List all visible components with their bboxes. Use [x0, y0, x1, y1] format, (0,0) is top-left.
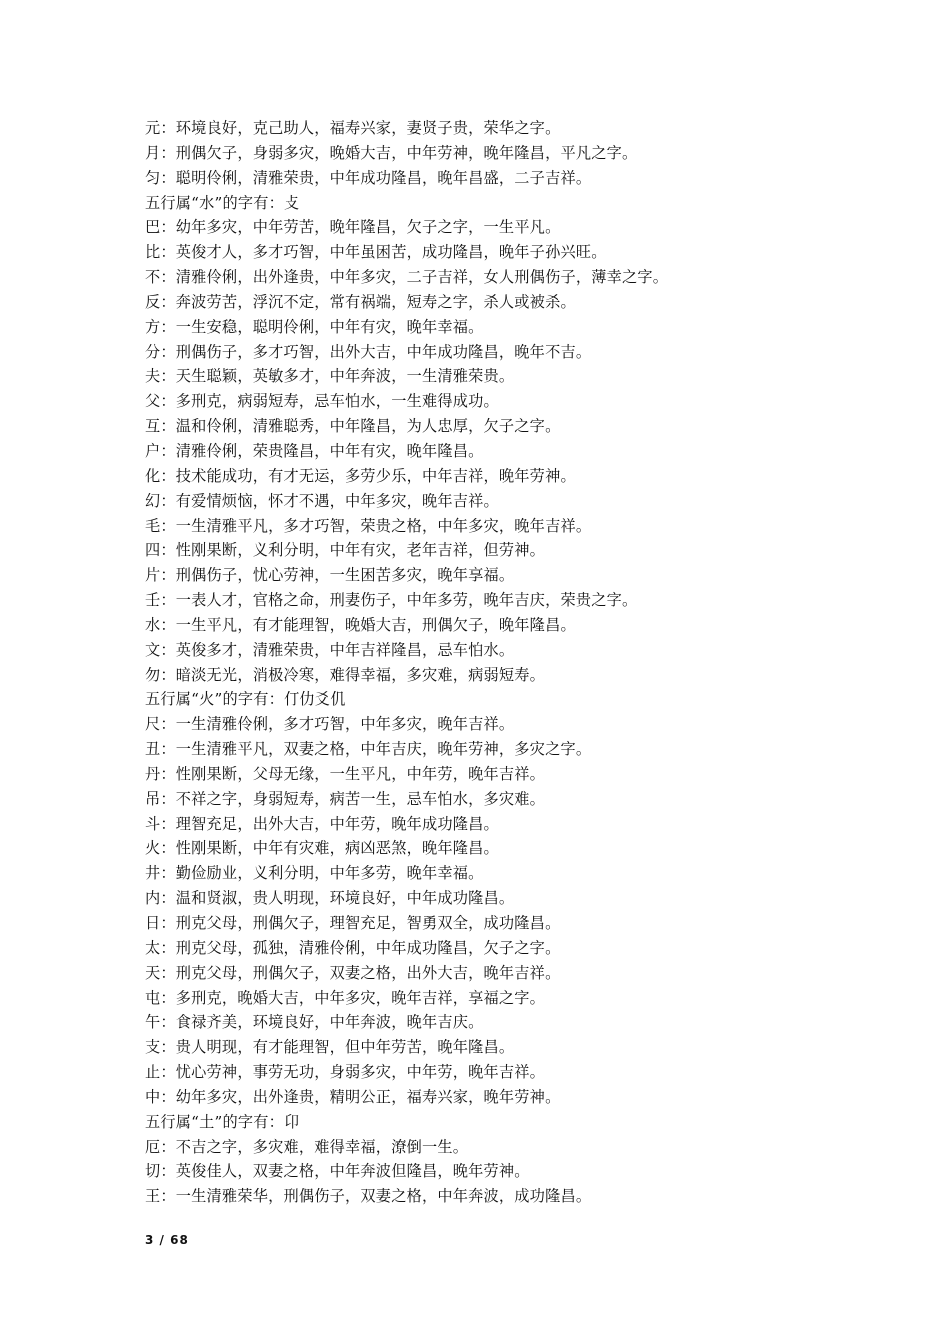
text-line: 午：食禄齐美，环境良好，中年奔波，晚年吉庆。: [145, 1013, 484, 1032]
text-line: 匀：聪明伶俐，清雅荣贵，中年成功隆昌，晚年昌盛，二子吉祥。: [145, 168, 592, 187]
text-line: 毛：一生清雅平凡，多才巧智，荣贵之格，中年多灾，晚年吉祥。: [145, 516, 592, 535]
text-line: 止：忧心劳神，事劳无功，身弱多灾，中年劳，晚年吉祥。: [145, 1063, 546, 1082]
text-line: 五行属“水”的字有：攴: [145, 193, 300, 212]
text-line: 中：幼年多灾，出外逢贵，精明公正，福寿兴家，晚年劳神。: [145, 1087, 561, 1106]
text-line: 户：清雅伶俐，荣贵隆昌，中年有灾，晚年隆昌。: [145, 441, 484, 460]
text-line: 文：英俊多才，清雅荣贵，中年吉祥隆昌，忌车怕水。: [145, 640, 515, 659]
text-line: 日：刑克父母，刑偶欠子，理智充足，智勇双全，成功隆昌。: [145, 914, 561, 932]
text-line: 天：刑克父母，刑偶欠子，双妻之格，出外大吉，晚年吉祥。: [145, 963, 561, 982]
text-line: 厄：不吉之字，多灾难，难得幸福，潦倒一生。: [145, 1137, 469, 1156]
text-line: 巴：幼年多灾，中年劳苦，晚年隆昌，欠子之字，一生平凡。: [145, 218, 561, 237]
text-line: 勿：暗淡无光，消极冷寒，难得幸福，多灾难，病弱短寿。: [145, 665, 546, 684]
text-line: 方：一生安稳，聪明伶俐，中年有灾，晚年幸福。: [145, 317, 484, 336]
text-line: 互：温和伶俐，清雅聪秀，中年隆昌，为人忠厚，欠子之字。: [145, 417, 561, 436]
text-line: 父：多刑克，病弱短寿，忌车怕水，一生难得成功。: [145, 392, 499, 411]
text-line: 化：技术能成功，有才无运，多劳少乐，中年吉祥，晚年劳神。: [145, 466, 576, 485]
text-line: 井：勤俭励业，义利分明，中年多劳，晚年幸福。: [145, 864, 484, 883]
text-line: 斗：理智充足，出外大吉，中年劳，晚年成功隆昌。: [145, 814, 499, 833]
page-body: [145, 116, 845, 1209]
text-line: 幻：有爱情烦恼，怀才不遇，中年多灾，晚年吉祥。: [145, 491, 499, 510]
text-line: 壬：一表人才，官格之命，刑妻伤子，中年多劳，晚年吉庆，荣贵之字。: [145, 591, 638, 610]
text-line: 夫：天生聪颖，英敏多才，中年奔波，一生清雅荣贵。: [145, 367, 515, 386]
text-line: 切：英俊佳人，双妻之格，中年奔波但隆昌，晚年劳神。: [145, 1162, 530, 1181]
text-line: 内：温和贤淑，贵人明现，环境良好，中年成功隆昌。: [145, 889, 515, 908]
text-line: 王：一生清雅荣华，刑偶伤子，双妻之格，中年奔波，成功隆昌。: [145, 1187, 592, 1206]
text-line: 水：一生平凡，有才能理智，晚婚大吉，刑偶欠子，晚年隆昌。: [145, 615, 576, 634]
text-line: 支：贵人明现，有才能理智，但中年劳苦，晚年隆昌。: [145, 1038, 515, 1057]
text-line: 太：刑克父母，孤独，清雅伶俐，中年成功隆昌，欠子之字。: [145, 938, 561, 957]
text-line: 四：性刚果断，义利分明，中年有灾，老年吉祥，但劳神。: [145, 541, 546, 560]
text-line: 丑：一生清雅平凡，双妻之格，中年吉庆，晚年劳神，多灾之字。: [145, 740, 592, 759]
text-line: 吊：不祥之字，身弱短寿，病苦一生，忌车怕水，多灾难。: [145, 789, 546, 808]
text-line: 分：刑偶伤子，多才巧智，出外大吉，中年成功隆昌，晚年不吉。: [145, 342, 592, 361]
page-number: 3 / 68: [145, 1233, 189, 1247]
text-line: 丹：性刚果断，父母无缘，一生平凡，中年劳，晚年吉祥。: [145, 764, 546, 783]
text-line: 火：性刚果断，中年有灾难，病凶恶煞，晚年隆昌。: [145, 839, 499, 858]
text-line: 反：奔波劳苦，浮沉不定，常有祸端，短寿之字，杀人或被杀。: [145, 292, 576, 311]
text-line: 五行属“火”的字有：仃仂爻仉: [145, 690, 346, 709]
text-line: 尺：一生清雅伶俐，多才巧智，中年多灾，晚年吉祥。: [145, 715, 515, 734]
text-line: 屯：多刑克，晚婚大吉，中年多灾，晚年吉祥，享福之字。: [145, 988, 546, 1007]
text-line: 五行属“土”的字有：卬: [145, 1112, 300, 1131]
text-line: 元：环境良好，克己助人，福寿兴家，妻贤子贵，荣华之字。: [145, 119, 561, 137]
text-line: 比：英俊才人，多才巧智，中年虽困苦，成功隆昌，晚年子孙兴旺。: [145, 243, 607, 262]
text-line: 月：刑偶欠子，身弱多灾，晚婚大吉，中年劳神，晚年隆昌，平凡之字。: [145, 143, 638, 162]
text-line: 不：清雅伶俐，出外逢贵，中年多灾，二子吉祥，女人刑偶伤子，薄幸之字。: [145, 268, 669, 287]
text-line: 片：刑偶伤子，忧心劳神，一生困苦多灾，晚年享福。: [145, 566, 515, 585]
